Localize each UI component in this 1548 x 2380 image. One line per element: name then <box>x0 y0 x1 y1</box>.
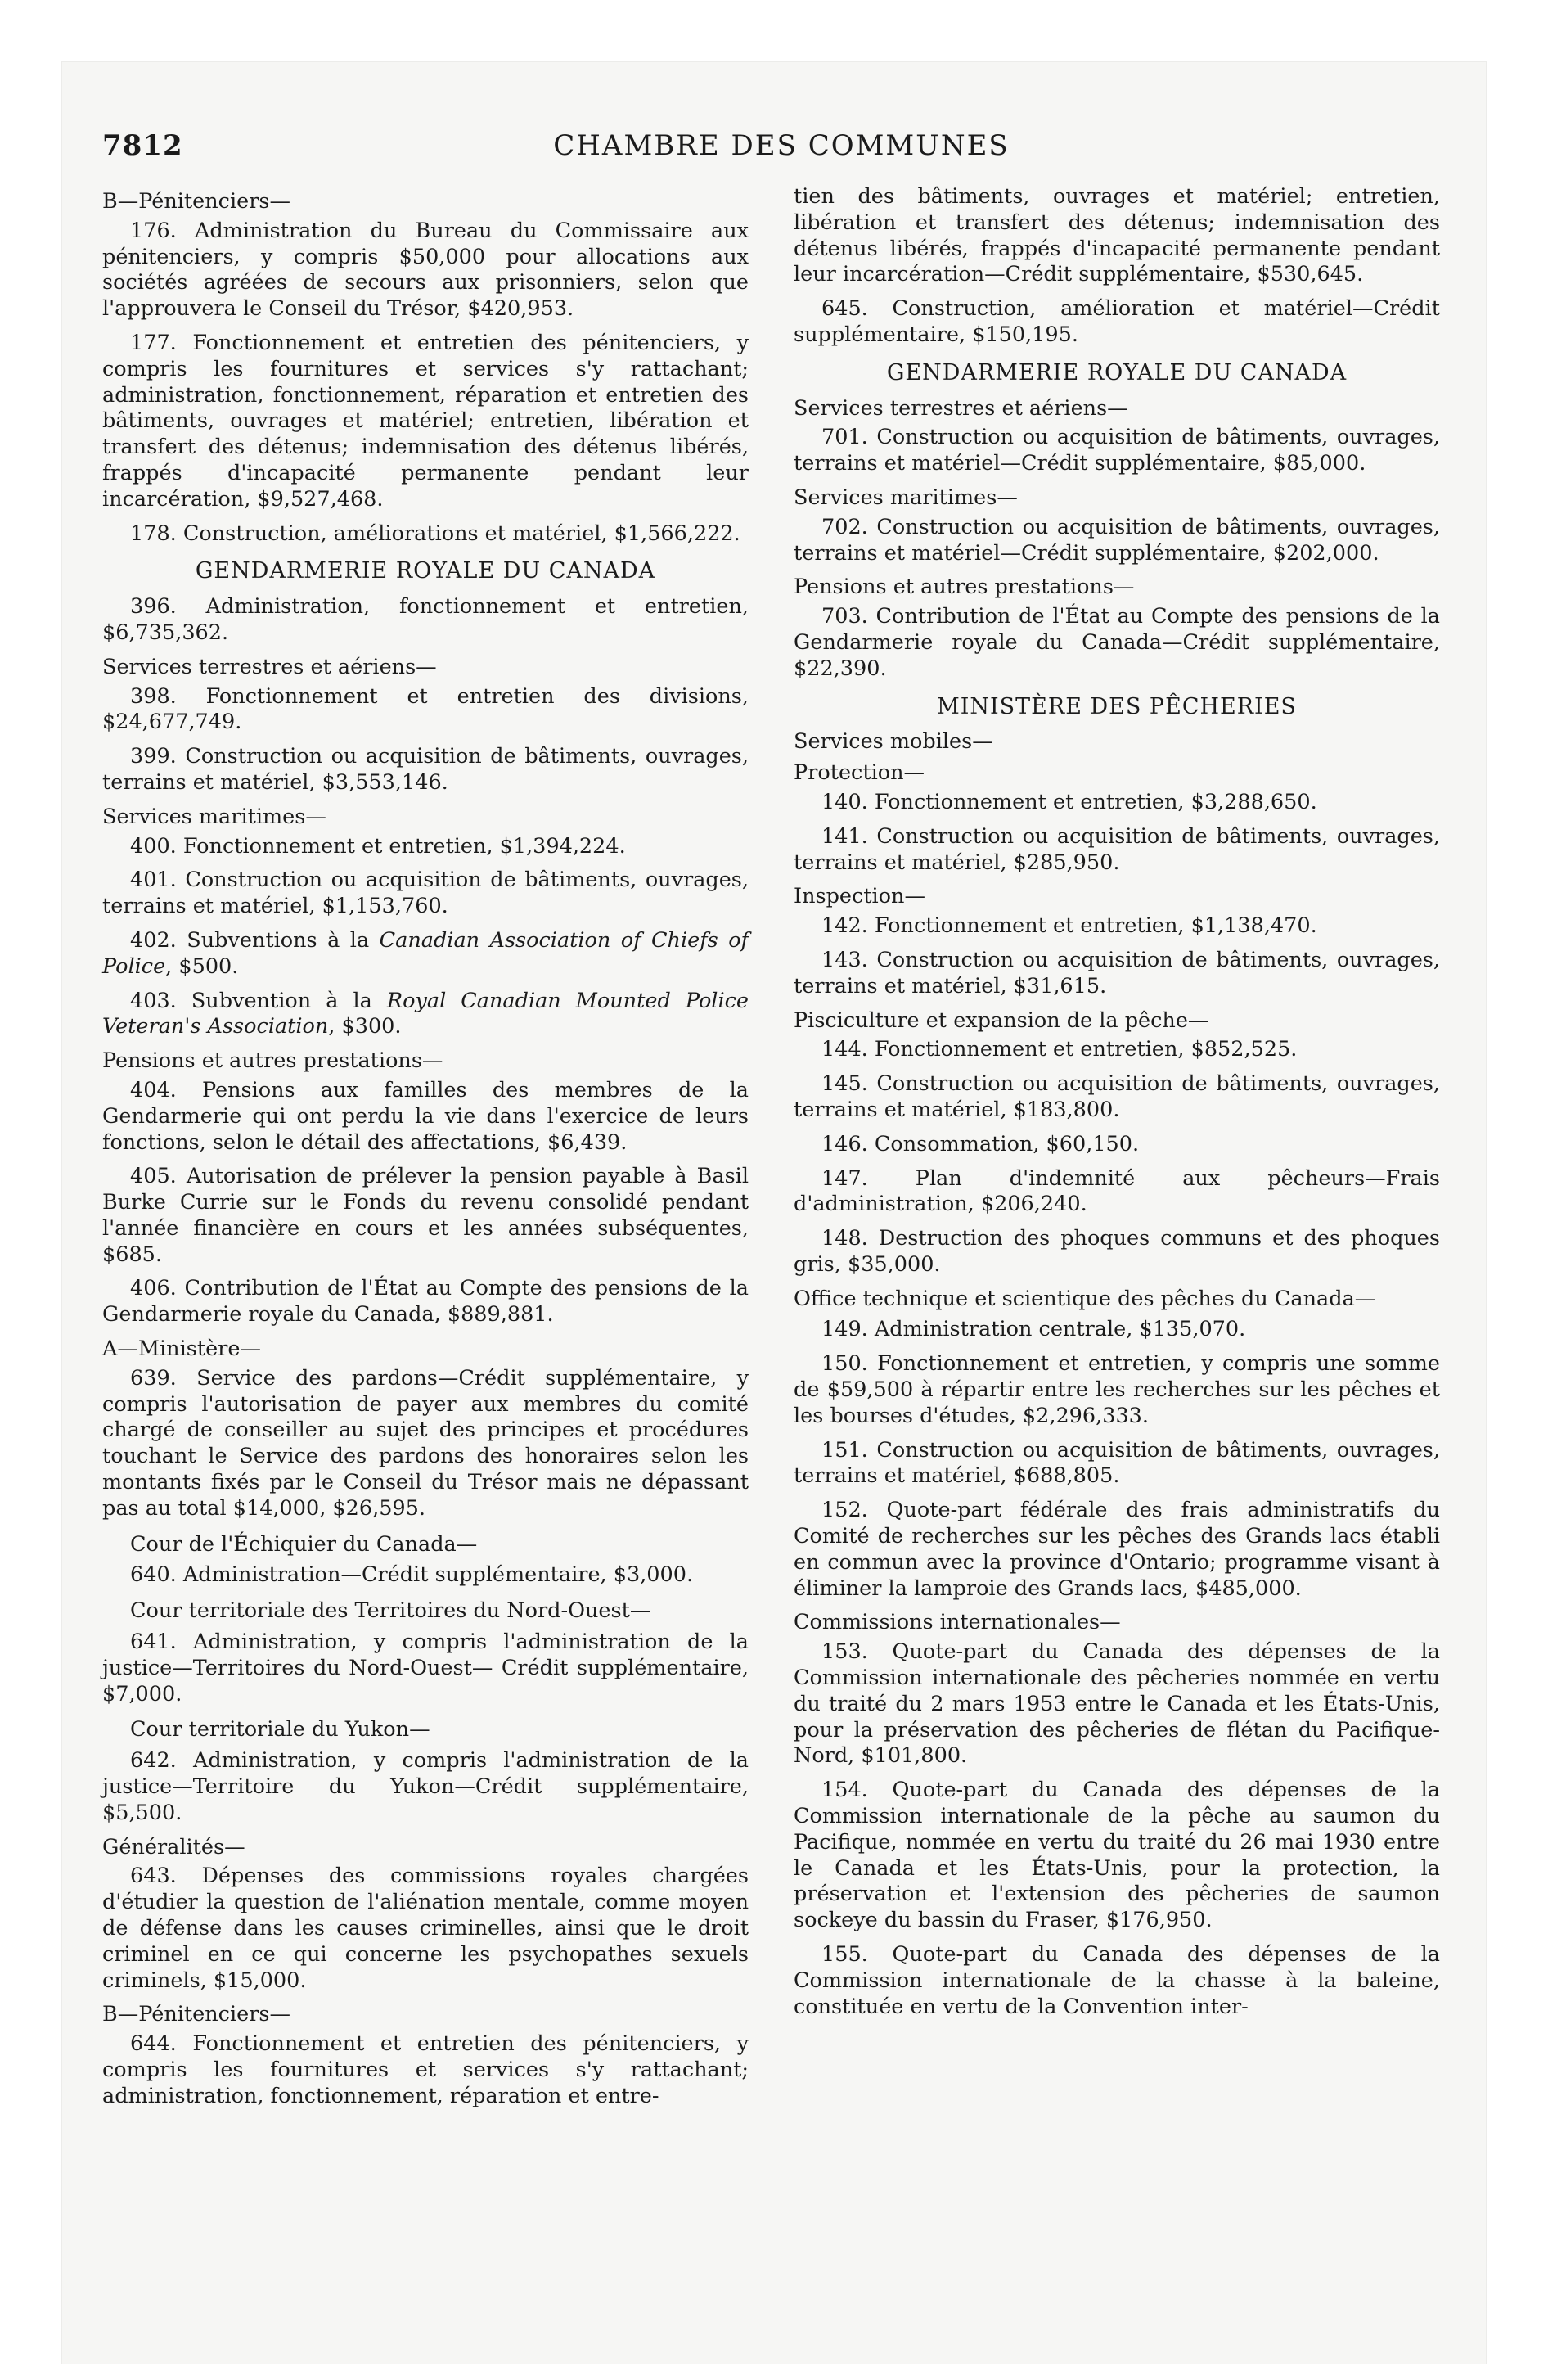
paragraph: 143. Construction ou acquisition de bâtiments, ouvrages, terrains et matériel, $31,615. <box>794 947 1440 998</box>
department-heading: GENDARMERIE ROYALE DU CANADA <box>886 359 1348 385</box>
page-number: 7812 <box>102 129 183 162</box>
paragraph: 152. Quote-part fédérale des frais administratifs du Comité de recherches sur les pêches des Grands lacs établi en commun avec la province d'Ontario; programme visant à éliminer la lamproie des Grands lacs, $485,000. <box>794 1498 1440 1601</box>
section-heading: Services mobiles— <box>794 729 993 755</box>
section-heading: B—Pénitenciers— <box>102 2002 290 2027</box>
page-title: CHAMBRE DES COMMUNES <box>553 129 1010 162</box>
paragraph: 645. Construction, amélioration et matériel—Crédit supplémentaire, $150,195. <box>794 296 1440 347</box>
section-heading: Protection— <box>794 760 925 786</box>
paragraph: 140. Fonctionnement et entretien, $3,288,650. <box>821 789 1317 814</box>
section-heading: B—Pénitenciers— <box>102 189 290 214</box>
left-column <box>102 184 749 2118</box>
section-heading: Cour territoriale du Yukon— <box>130 1717 430 1742</box>
section-heading: Services terrestres et aériens— <box>102 654 437 679</box>
section-heading: Office technique et scientique des pêches du Canada— <box>794 1286 1376 1311</box>
paragraph: 640. Administration—Crédit supplémentaire, $3,000. <box>130 1562 694 1588</box>
paragraph: 399. Construction ou acquisition de bâtiments, ouvrages, terrains et matériel, $3,553,146. <box>102 744 749 795</box>
section-heading: Services maritimes— <box>102 804 326 829</box>
paragraph: 404. Pensions aux familles des membres de la Gendarmerie qui ont perdu la vie dans l'exercice de leurs fonctions, selon le détail des affectations, $6,439. <box>102 1077 749 1155</box>
paragraph: 177. Fonctionnement et entretien des pénitenciers, y compris les fournitures et services s'y rattachant; administration, fonctionnement, réparation et entretien des bâtiments, ouvrages et matériel; entretien, libération et transfert des détenus; indemnisation des détenus libérés, frappés d'incapacité permanente pendant leur incarcération, $9,527,468. <box>102 330 749 512</box>
paragraph: 178. Construction, améliorations et matériel, $1,566,222. <box>130 521 740 546</box>
section-heading: Commissions internationales— <box>794 1610 1121 1635</box>
paragraph: 641. Administration, y compris l'administration de la justice—Territoires du Nord-Ouest— Crédit supplémentaire, $7,000. <box>102 1629 749 1706</box>
section-heading: Pisciculture et expansion de la pêche— <box>794 1007 1209 1033</box>
section-heading: Services terrestres et aériens— <box>794 395 1128 421</box>
paragraph-text: 403. Subvention à la <box>130 988 387 1013</box>
page-header <box>102 115 1460 172</box>
paragraph: 176. Administration du Bureau du Commissaire aux pénitenciers, y compris $50,000 pour allocations aux sociétés agréées de secours aux prisonniers, selon que l'approuvera le Conseil du Trésor, $420,953. <box>102 218 749 322</box>
paragraph: 148. Destruction des phoques communs et des phoques gris, $35,000. <box>794 1226 1440 1277</box>
paragraph-text: 402. Subventions à la <box>130 927 380 953</box>
paragraph: 702. Construction ou acquisition de bâtiments, ouvrages, terrains et matériel—Crédit supplémentaire, $202,000. <box>794 514 1440 566</box>
paragraph: 144. Fonctionnement et entretien, $852,525. <box>821 1037 1298 1062</box>
section-heading: A—Ministère— <box>102 1336 261 1362</box>
paragraph: 154. Quote-part du Canada des dépenses de la Commission internationale de la pêche au saumon du Pacifique, nommée en vertu du traité du 26 mai 1930 entre le Canada et les États-Unis, pour la protection, la préservation et l'extension des pêcheries de saumon sockeye du bassin du Fraser, $176,950. <box>794 1778 1440 1933</box>
paragraph: 150. Fonctionnement et entretien, y compris une somme de $59,500 à répartir entre les recherches sur les pêches et les bourses d'études, $2,296,333. <box>794 1351 1440 1428</box>
paragraph: 145. Construction ou acquisition de bâtiments, ouvrages, terrains et matériel, $183,800. <box>794 1071 1440 1122</box>
section-heading: Inspection— <box>794 884 925 909</box>
organization-name: Canadian Association of Chiefs of Police <box>102 927 749 979</box>
department-heading: GENDARMERIE ROYALE DU CANADA <box>195 558 656 584</box>
paragraph-continued: tien des bâtiments, ouvrages et matériel; entretien, libération et transfert des détenus; indemnisation des détenus libérés, frappés d'incapacité permanente pendant leur incarcération—Crédit supplémentaire, $530,645. <box>794 184 1440 287</box>
section-heading: Cour de l'Échiquier du Canada— <box>130 1531 478 1557</box>
document-page <box>102 115 1460 2108</box>
paragraph <box>102 989 749 1041</box>
paragraph: 401. Construction ou acquisition de bâtiments, ouvrages, terrains et matériel, $1,153,760. <box>102 868 749 919</box>
paragraph-text: , $300. <box>328 1014 402 1039</box>
section-heading: Services maritimes— <box>794 485 1018 510</box>
paragraph: 703. Contribution de l'État au Compte des pensions de la Gendarmerie royale du Canada—Crédit supplémentaire, $22,390. <box>794 604 1440 681</box>
organization-name: Royal Canadian Mounted Police Veteran's Association <box>102 988 749 1039</box>
paragraph: 153. Quote-part du Canada des dépenses de la Commission internationale des pêcheries nommée en vertu du traité du 2 mars 1953 entre le Canada et les États-Unis, pour la préservation des pêcheries de flétan du Pacifique-Nord, $101,800. <box>794 1639 1440 1769</box>
section-heading: Pensions et autres prestations— <box>102 1048 443 1074</box>
right-column <box>794 184 1440 2028</box>
paragraph: 147. Plan d'indemnité aux pêcheurs—Frais d'administration, $206,240. <box>794 1165 1440 1217</box>
section-heading: Pensions et autres prestations— <box>794 575 1135 600</box>
paragraph: 400. Fonctionnement et entretien, $1,394,224. <box>130 833 626 859</box>
paragraph: 639. Service des pardons—Crédit supplémentaire, y compris l'autorisation de payer aux membres du comité chargé de conseiller au sujet des principes et procédures touchant le Service des pardons des honoraires selon les montants fixés par le Conseil du Trésor mais ne dépassant pas au total $14,000, $26,595. <box>102 1365 749 1521</box>
paragraph: 405. Autorisation de prélever la pension payable à Basil Burke Currie sur le Fonds du revenu consolidé pendant l'année financière en cours et les années subséquentes, $685. <box>102 1164 749 1267</box>
paragraph: 643. Dépenses des commissions royales chargées d'étudier la question de l'aliénation mentale, comme moyen de défense dans les causes criminelles, ainsi que le droit criminel en ce qui concerne les psychopathes sexuels criminels, $15,000. <box>102 1864 749 1993</box>
paragraph: 146. Consommation, $60,150. <box>821 1131 1140 1156</box>
paragraph: 151. Construction ou acquisition de bâtiments, ouvrages, terrains et matériel, $688,805. <box>794 1437 1440 1489</box>
section-heading: Cour territoriale des Territoires du Nord-Ouest— <box>130 1598 651 1624</box>
paragraph <box>102 928 749 980</box>
paragraph: 396. Administration, fonctionnement et entretien, $6,735,362. <box>102 594 749 645</box>
paragraph: 398. Fonctionnement et entretien des divisions, $24,677,749. <box>102 683 749 735</box>
paragraph: 141. Construction ou acquisition de bâtiments, ouvrages, terrains et matériel, $285,950. <box>794 823 1440 875</box>
paragraph: 406. Contribution de l'État au Compte des pensions de la Gendarmerie royale du Canada, $889,881. <box>102 1276 749 1327</box>
paragraph: 155. Quote-part du Canada des dépenses de la Commission internationale de la chasse à la baleine, constituée en vertu de la Convention inter- <box>794 1942 1440 2019</box>
section-heading: Généralités— <box>102 1834 245 1859</box>
paragraph: 149. Administration centrale, $135,070. <box>821 1317 1246 1342</box>
paragraph: 142. Fonctionnement et entretien, $1,138,470. <box>821 913 1317 939</box>
department-heading: MINISTÈRE DES PÊCHERIES <box>937 693 1297 719</box>
paragraph: 642. Administration, y compris l'administration de la justice—Territoire du Yukon—Crédit supplémentaire, $5,500. <box>102 1748 749 1825</box>
paragraph-text: , $500. <box>165 953 239 979</box>
paragraph: 701. Construction ou acquisition de bâtiments, ouvrages, terrains et matériel—Crédit supplémentaire, $85,000. <box>794 425 1440 476</box>
paragraph: 644. Fonctionnement et entretien des pénitenciers, y compris les fournitures et services s'y rattachant; administration, fonctionnement, réparation et entre- <box>102 2031 749 2108</box>
